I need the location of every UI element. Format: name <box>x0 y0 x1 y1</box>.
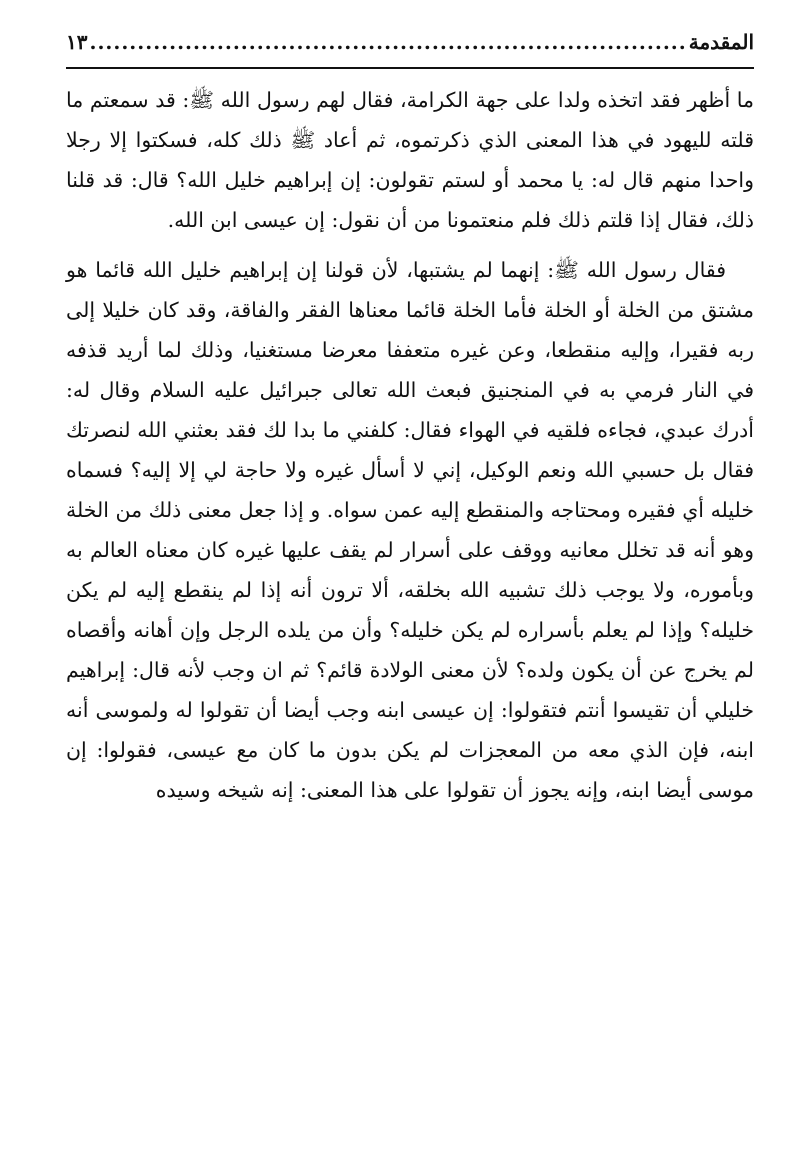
paragraph-1: ما أظهر فقد اتخذه ولدا على جهة الكرامة، فقال لهم رسول الله ﷺ: قد سمعتم ما قلته لليهود في هذا المعنى الذي ذكرتموه، ثم أعاد ﷺ ذلك كله، فسكتوا إلا رجلا واحدا منهم قال له: يا محمد أو لستم تقولون: إن إبراهيم خليل الله؟ قال: قد قلنا ذلك، فقال إذا قلتم ذلك فلم منعتمونا من أن نقول: إن عيسى ابن الله. <box>66 88 754 232</box>
running-header <box>66 30 754 64</box>
paragraph-2: فقال رسول الله ﷺ: إنهما لم يشتبها، لأن قولنا إن إبراهيم خليل الله قائما هو مشتق من الخلة أو الخلة فأما الخلة قائما معناها الفقر والفاقة، وقد كان خليلا إلى ربه فقيرا، وإليه منقطعا، وعن غيره متعففا معرضا مستغنيا، وذلك لما أريد قذفه في النار فرمي به في المنجنيق فبعث الله تعالى جبرائيل عليه السلام وقال له: أدرك عبدي، فجاءه فلقيه في الهواء فقال: كلفني ما بدا لك فقد بعثني الله لنصرتك فقال بل حسبي الله ونعم الوكيل، إني لا أسأل غيره ولا حاجة لي إلا إليه؟ فسماه خليله أي فقيره ومحتاجه والمنقطع إليه عمن سواه. و إذا جعل معنى ذلك من الخلة وهو أنه قد تخلل معانيه ووقف على أسرار لم يقف عليها غيره كان معناه العالم به وبأموره، ولا يوجب ذلك تشبيه الله بخلقه، ألا ترون أنه إذا لم ينقطع إليه لم يكن خليله؟ وإذا لم يعلم بأسراره لم يكن خليله؟ وأن من يلده الرجل وإن أهانه وأقصاه لم يخرج عن أن يكون ولده؟ لأن معنى الولادة قائم؟ ثم ان وجب لأنه قال: إبراهيم خليلي أن تقيسوا أنتم فتقولوا: إن عيسى ابنه وجب أيضا أن تقولوا له ولموسى أنه ابنه، فإن الذي معه من المعجزات لم يكن بدون ما كان مع عيسى، فقولوا: إن موسى أيضا ابنه، وإنه يجوز أن تقولوا على هذا المعنى: إنه شيخه وسيده <box>66 258 754 802</box>
chapter-title: المقدمة <box>688 30 754 54</box>
header-rule <box>66 67 754 69</box>
page-number: ١٣ <box>66 30 88 54</box>
page-body <box>66 80 754 810</box>
header-leader-dots <box>89 30 686 54</box>
